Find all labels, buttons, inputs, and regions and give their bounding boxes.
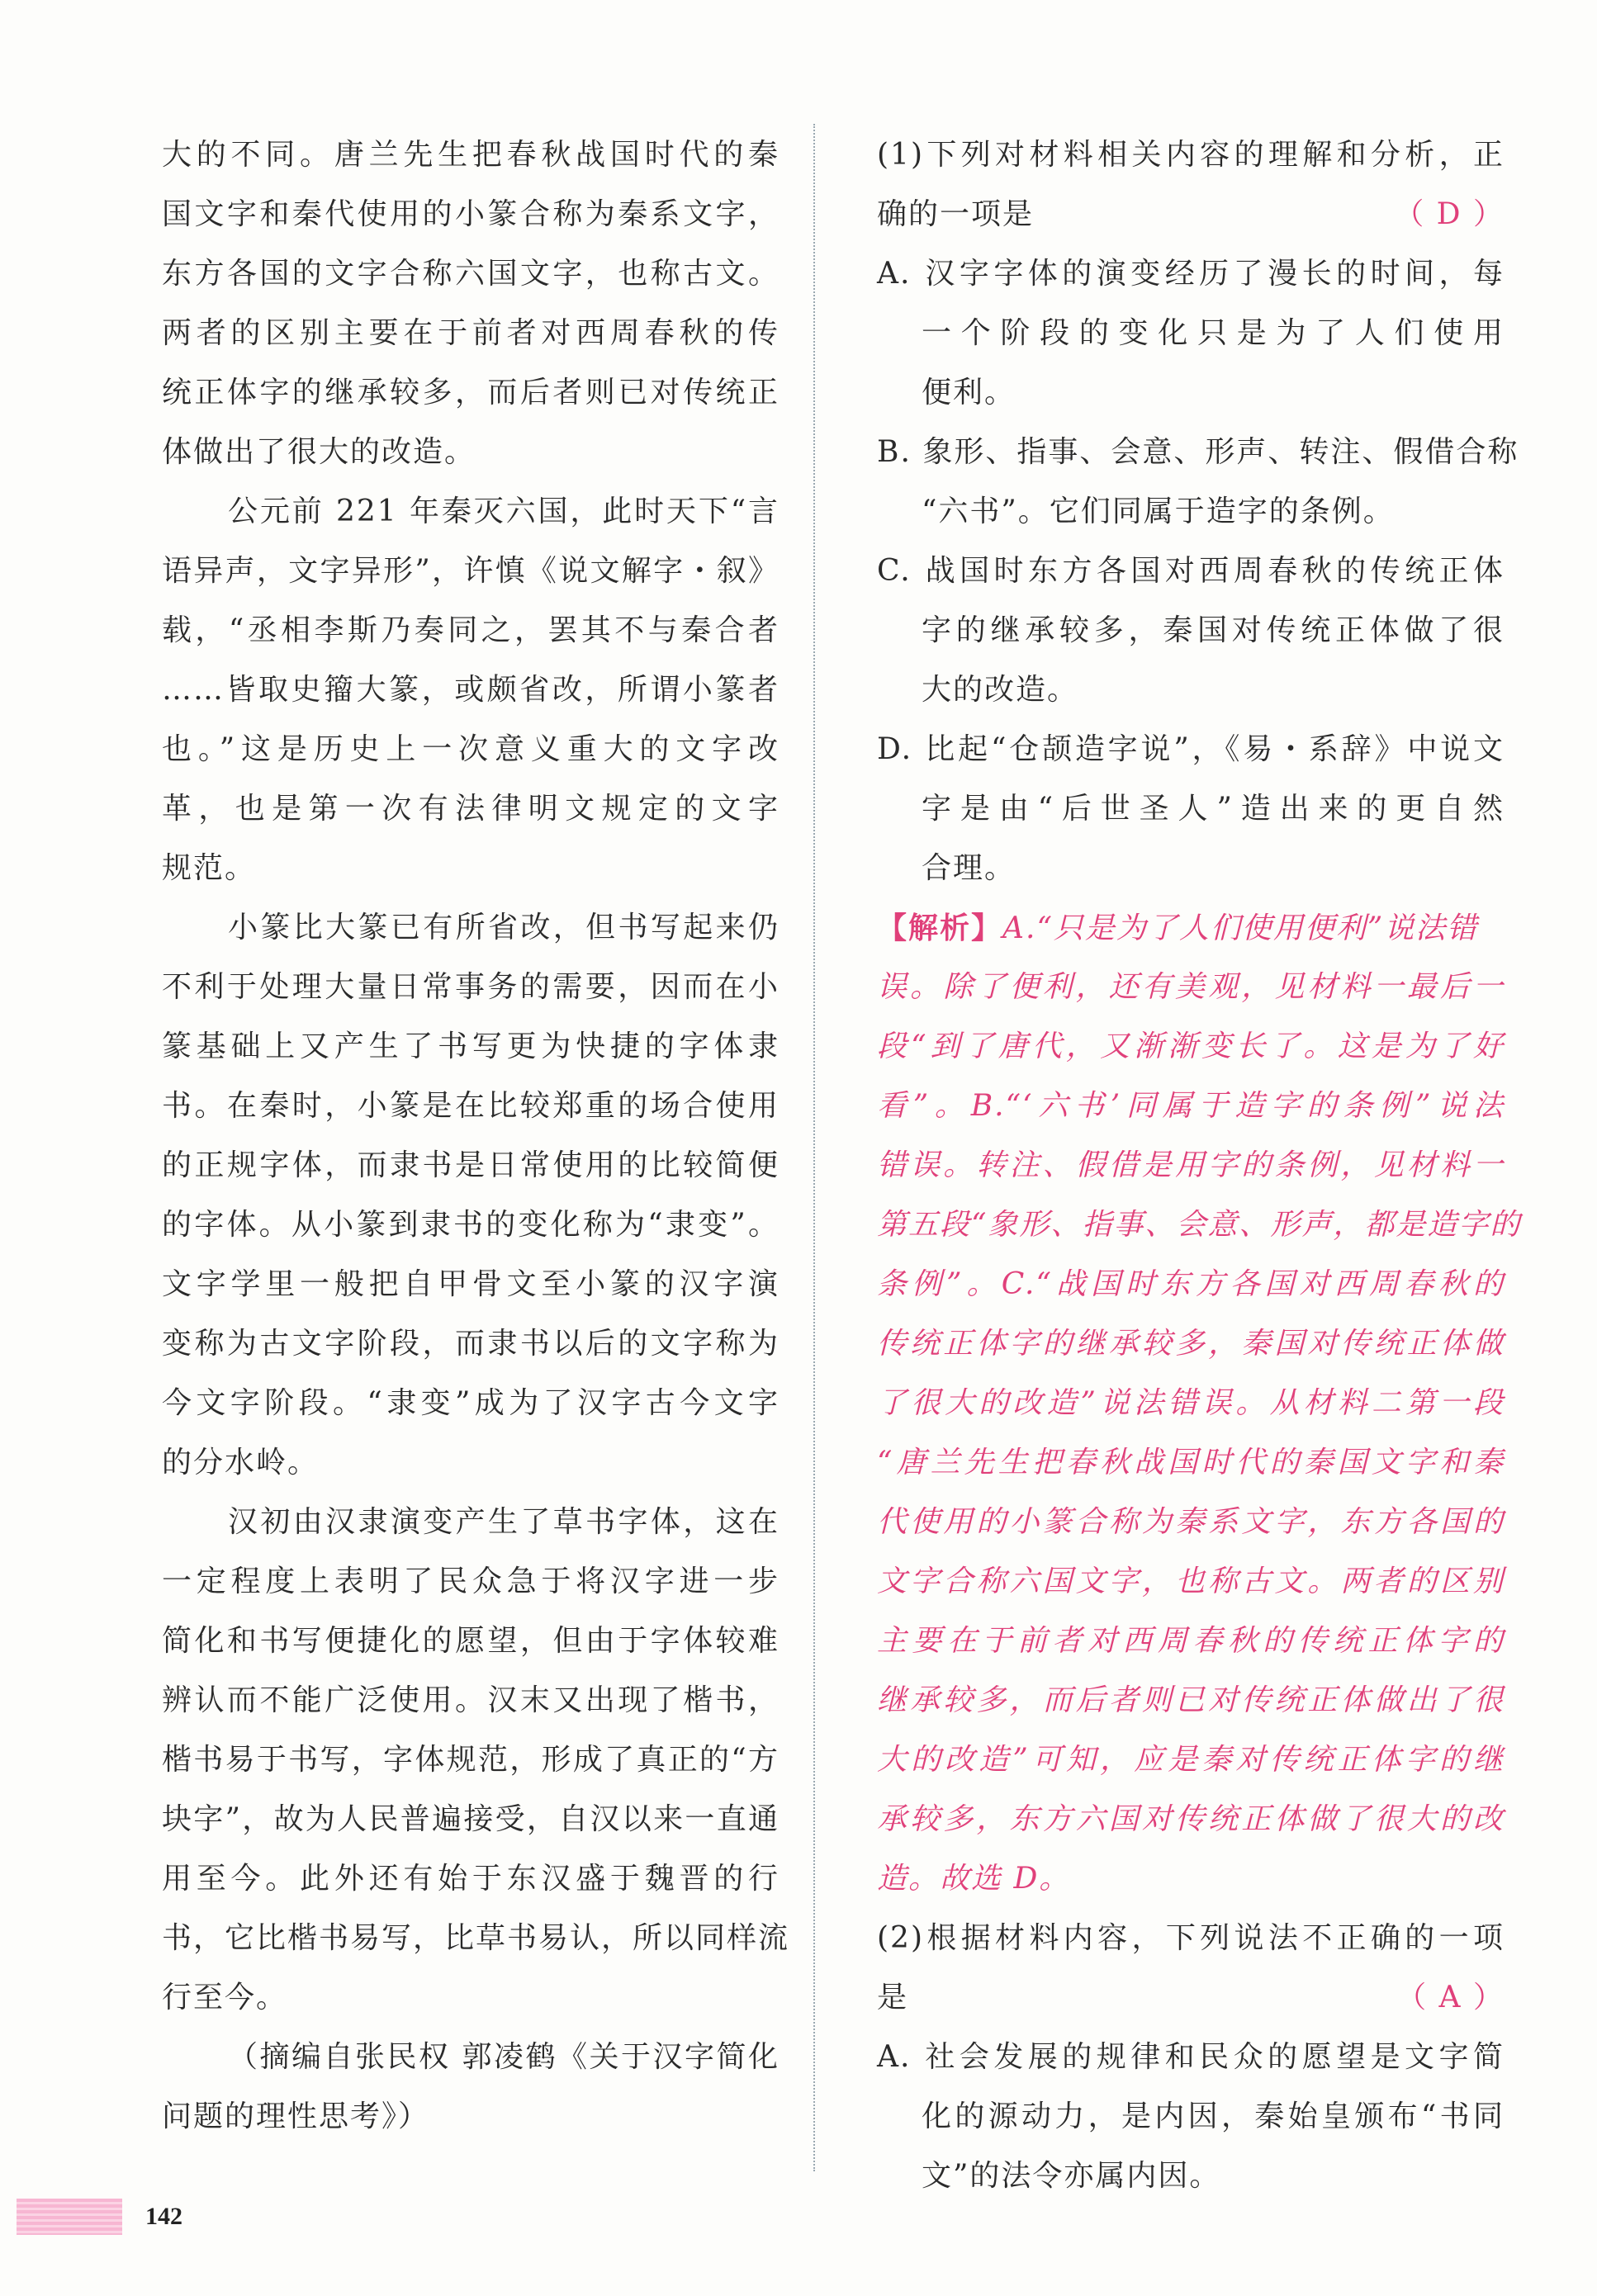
analysis-line: 看”。B.“‘六书’同属于造字的条例”说法 [877,1089,1505,1123]
body-text-line: 简化和书写便捷化的愿望，但由于字体较难 [162,1624,780,1658]
body-text-line: 辨认而不能广泛使用。汉末又出现了楷书， [162,1683,780,1717]
body-text-line: 块字”，故为人民普遍接受，自汉以来一直通 [162,1802,780,1836]
question-1-option-d: 合理。 [922,851,1016,885]
footer-decoration [17,2199,122,2235]
body-text-line: 的正规字体，而隶书是日常使用的比较简便 [162,1148,780,1182]
question-2-stem: (2)根据材料内容，下列说法不正确的一项 [877,1921,1505,1955]
analysis-line: 代使用的小篆合称为秦系文字，东方各国的 [877,1505,1505,1539]
source-citation: （摘编自张民权 郭凌鹤《关于汉字简化 [228,2040,780,2074]
body-text-line: 小篆比大篆已有所省改，但书写起来仍 [228,911,780,944]
body-text-line: 国文字和秦代使用的小篆合称为秦系文字， [162,197,780,231]
analysis-line: 错误。转注、假借是用字的条例，见材料一 [877,1148,1505,1182]
analysis-line [877,905,1478,951]
analysis-line: 继承较多，而后者则已对传统正体做出了很 [877,1683,1505,1717]
body-text-line: 东方各国的文字合称六国文字，也称古文。 [162,257,780,291]
body-text-line: 书。在秦时，小篆是在比较郑重的场合使用 [162,1089,780,1123]
question-1-option-a: A. 汉字字体的演变经历了漫长的时间，每 [877,257,1505,291]
body-text-line: 书，它比楷书易写，比草书易认，所以同样流 [162,1921,790,1955]
analysis-line: 主要在于前者对西周春秋的传统正体字的 [877,1624,1505,1658]
question-1-option-b: “六书”。它们同属于造字的条例。 [922,495,1395,528]
column-divider [813,124,815,2171]
body-text-line: 也。”这是历史上一次意义重大的文字改 [162,732,780,766]
analysis-line: 误。除了便利，还有美观，见材料一最后一 [877,970,1505,1004]
question-2-option-a: 化的源动力，是内因，秦始皇颁布“书同 [922,2100,1505,2133]
body-text-line: 大的不同。唐兰先生把春秋战国时代的秦 [162,138,780,172]
analysis-line: 承较多，东方六国对传统正体做了很大的改 [877,1802,1505,1836]
body-text-line: 载，“丞相李斯乃奏同之，罢其不与秦合者 [162,613,780,647]
analysis-line: 条例”。C.“战国时东方各国对西周春秋的 [877,1267,1505,1301]
page-number: 142 [145,2203,182,2230]
body-text-line: 不利于处理大量日常事务的需要，因而在小 [162,970,780,1004]
body-text-line: 汉初由汉隶演变产生了草书字体，这在 [228,1505,780,1539]
body-text-line: 变称为古文字阶段，而隶书以后的文字称为 [162,1327,780,1361]
analysis-text: A.“只是为了人们使用便利”说法错 [1002,911,1479,945]
body-text-line: 文字学里一般把自甲骨文至小篆的汉字演 [162,1267,780,1301]
analysis-line: 第五段“象形、指事、会意、形声，都是造字的 [877,1208,1522,1242]
body-text-line: 的分水岭。 [162,1446,320,1479]
question-1-option-a: 一个阶段的变化只是为了人们使用 [922,316,1505,350]
body-text-line: 公元前 221 年秦灭六国，此时天下“言 [228,495,780,528]
question-1-option-d: D. 比起“仓颉造字说”，《易・系辞》中说文 [877,732,1505,766]
body-text-line: 的字体。从小篆到隶书的变化称为“隶变”。 [162,1208,780,1242]
question-1-option-a: 便利。 [922,376,1016,409]
analysis-line: 段“到了唐代，又渐渐变长了。这是为了好 [877,1030,1505,1063]
question-2-stem: 是 [877,1981,909,2014]
question-1-option-c: C. 战国时东方各国对西周春秋的传统正体 [877,554,1505,588]
analysis-label: 【解析】 [877,911,1003,945]
body-text-line: 规范。 [162,851,257,885]
body-text-line: 今文字阶段。“隶变”成为了汉字古今文字 [162,1386,780,1420]
question-2-answer: （ A ） [1396,1981,1505,2014]
question-1-option-b: B. 象形、指事、会意、形声、转注、假借合称 [877,435,1519,469]
question-1-stem: (1)下列对材料相关内容的理解和分析，正 [877,138,1505,172]
question-1-stem: 确的一项是 [877,197,1035,231]
body-text-line: 两者的区别主要在于前者对西周春秋的传 [162,316,780,350]
question-2-option-a: 文”的法令亦属内因。 [922,2159,1221,2193]
body-text-line: 篆基础上又产生了书写更为快捷的字体隶 [162,1030,780,1063]
body-text-line: 革，也是第一次有法律明文规定的文字 [162,792,780,826]
question-1-option-c: 字的继承较多，秦国对传统正体做了很 [922,613,1505,647]
body-text-line: 语异声，文字异形”，许慎《说文解字・叙》 [162,554,780,588]
question-1-option-d: 字是由“后世圣人”造出来的更自然 [922,792,1505,826]
body-text-line: 行至今。 [162,1981,288,2014]
analysis-line: 大的改造”可知，应是秦对传统正体字的继 [877,1743,1505,1777]
question-2-option-a: A. 社会发展的规律和民众的愿望是文字简 [877,2040,1505,2074]
analysis-line: 造。故选 D。 [877,1862,1071,1896]
body-text-line: 用至今。此外还有始于东汉盛于魏晋的行 [162,1862,780,1896]
body-text-line: 一定程度上表明了民众急于将汉字进一步 [162,1565,780,1598]
analysis-line: 传统正体字的继承较多，秦国对传统正体做 [877,1327,1505,1361]
analysis-line: 了很大的改造”说法错误。从材料二第一段 [877,1386,1505,1420]
analysis-line: “唐兰先生把春秋战国时代的秦国文字和秦 [877,1446,1505,1479]
body-text-line: 体做出了很大的改造。 [162,435,476,469]
analysis-line: 文字合称六国文字，也称古文。两者的区别 [877,1565,1505,1598]
body-text-line: ……皆取史籀大篆，或颇省改，所谓小篆者 [162,673,780,707]
question-1-answer: （ D ） [1394,197,1505,231]
question-1-option-c: 大的改造。 [922,673,1079,707]
body-text-line: 统正体字的继承较多，而后者则已对传统正 [162,376,780,409]
source-citation: 问题的理性思考》） [162,2100,430,2133]
body-text-line: 楷书易于书写，字体规范，形成了真正的“方 [162,1743,780,1777]
